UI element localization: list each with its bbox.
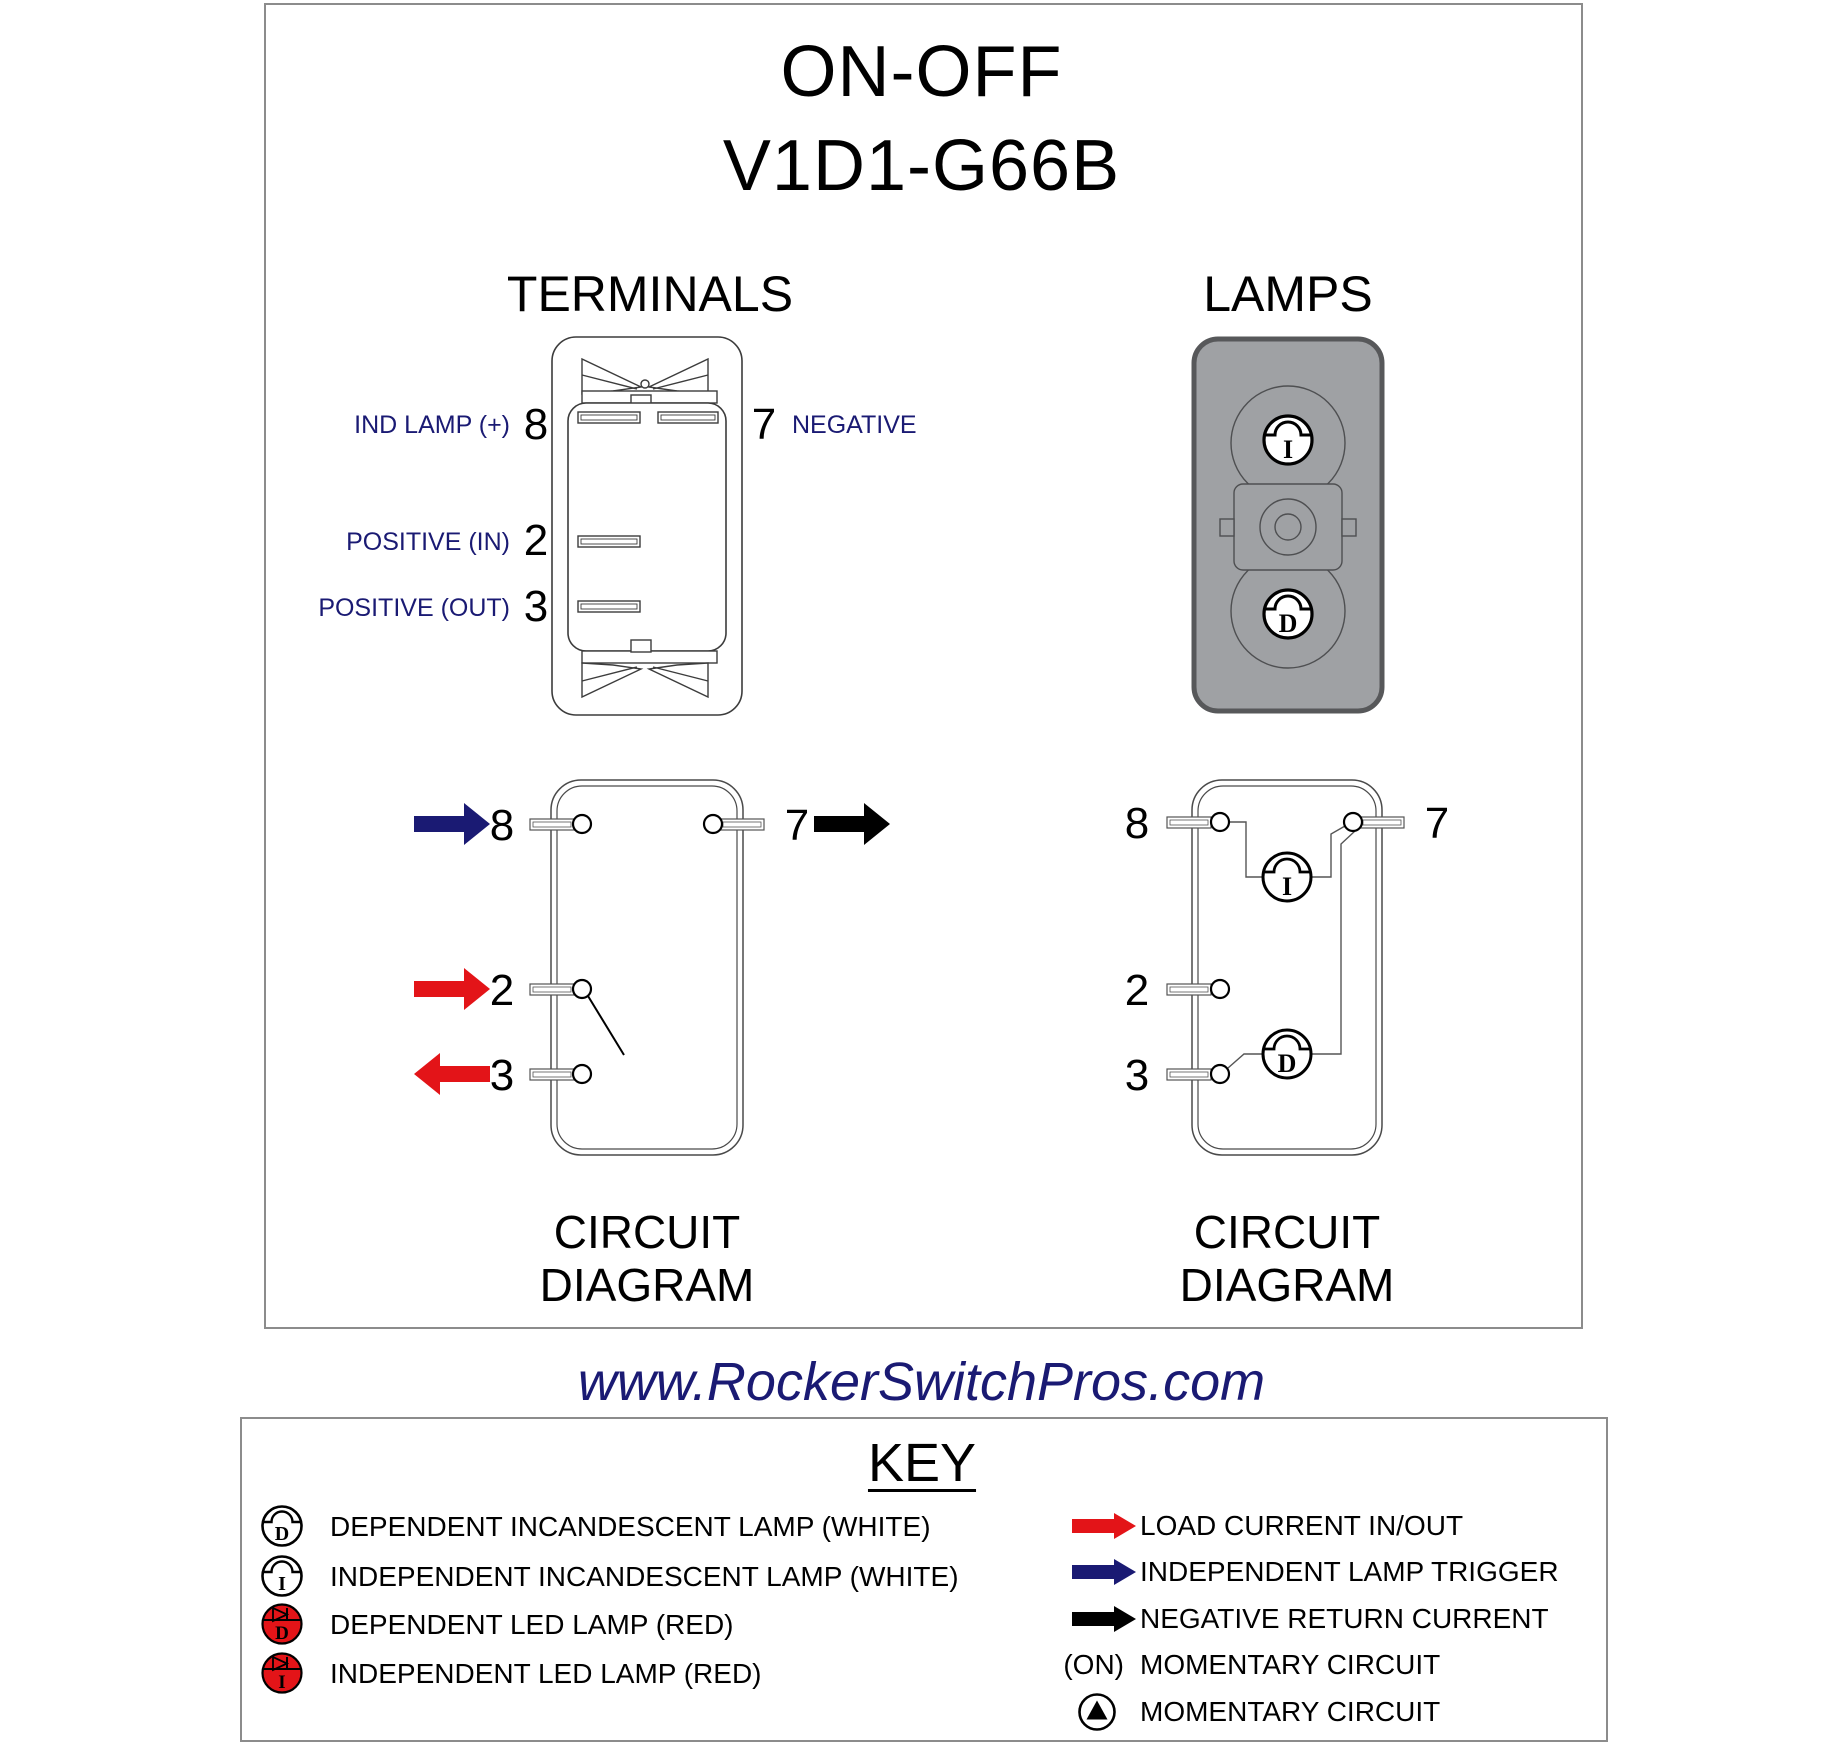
contact-8: [1211, 813, 1229, 831]
circuit-diagram-caption-right: [1037, 1206, 1537, 1312]
caption-line2: DIAGRAM: [1179, 1259, 1395, 1311]
contact-2: [573, 980, 591, 998]
circuit-box-outer: [1192, 780, 1382, 1155]
terminal-8-number: 8: [523, 400, 549, 449]
key-label-dependent-incandescent: DEPENDENT INCANDESCENT LAMP (WHITE): [330, 1511, 931, 1542]
key-label-momentary-on: MOMENTARY CIRCUIT: [1140, 1649, 1441, 1680]
independent-led-lamp-icon: [260, 1651, 304, 1695]
load-current-arrow-icon: [1072, 1513, 1136, 1539]
terminals-heading: TERMINALS: [506, 266, 794, 322]
independent-lamp-trigger-arrow-icon: [414, 803, 490, 845]
key-heading-text: KEY: [867, 1433, 977, 1493]
independent-lamp-icon: [1264, 416, 1312, 464]
terminal-8-label: IND LAMP (+): [354, 411, 510, 439]
pivot-left-tab: [1220, 519, 1234, 536]
dependent-lamp-letter: D: [1278, 609, 1298, 638]
momentary-on-text: (ON): [1063, 1649, 1124, 1680]
dependent-led-lamp-icon: [260, 1602, 304, 1646]
key-heading: [240, 1432, 1604, 1494]
independent-lamp-letter: I: [1281, 872, 1293, 901]
dependent-lamp-icon: [1263, 1030, 1311, 1078]
load-current-out-arrow-icon: [414, 1053, 490, 1095]
key-label-load-current: LOAD CURRENT IN/OUT: [1140, 1510, 1464, 1541]
bottom-bezel-bar: [582, 651, 717, 663]
independent-incandescent-lamp-icon: [260, 1554, 304, 1598]
contact-7: [1344, 813, 1362, 831]
terminal-3-label: POSITIVE (OUT): [318, 594, 510, 622]
lamp-letter: D: [275, 1623, 289, 1644]
contact-2: [1211, 980, 1229, 998]
independent-lamp-icon: [1263, 853, 1311, 901]
bottom-center-tab: [631, 640, 651, 652]
lamp-letter: I: [278, 1573, 286, 1595]
circuit-right-number-7: 7: [1424, 799, 1450, 848]
terminal-7-label: NEGATIVE: [792, 411, 917, 439]
terminal-7-number: 7: [751, 400, 777, 449]
terminal-2-number: 2: [523, 516, 549, 565]
key-label-negative-return: NEGATIVE RETURN CURRENT: [1140, 1603, 1549, 1634]
terminal-3-number: 3: [523, 582, 549, 631]
load-current-in-arrow-icon: [414, 968, 490, 1010]
circuit-right-number-8: 8: [1124, 799, 1150, 848]
circuit-diagram-caption-left: [397, 1206, 897, 1312]
dependent-lamp-letter: D: [1277, 1049, 1297, 1078]
independent-lamp-letter: I: [1282, 435, 1294, 464]
terminals-switch-drawing: [545, 333, 745, 723]
circuit-box-outer: [551, 780, 743, 1155]
circuit-left-number-8: 8: [489, 801, 515, 850]
key-label-independent-incandescent: INDEPENDENT INCANDESCENT LAMP (WHITE): [330, 1561, 959, 1592]
caption-line1: CIRCUIT: [1193, 1206, 1381, 1258]
page-title-line2: V1D1-G66B: [722, 126, 1121, 206]
contact-3: [1211, 1065, 1229, 1083]
key-label-independent-led: INDEPENDENT LED LAMP (RED): [330, 1658, 762, 1689]
contact-3: [573, 1065, 591, 1083]
website-link[interactable]: www.RockerSwitchPros.com: [577, 1352, 1266, 1412]
terminals-circuit-diagram: [390, 772, 910, 1172]
dependent-incandescent-lamp-icon: [260, 1504, 304, 1548]
rocker-pivot-square: [1234, 484, 1342, 570]
key-label-momentary-triangle: MOMENTARY CIRCUIT: [1140, 1696, 1441, 1727]
circuit-left-number-2: 2: [489, 966, 515, 1015]
contact-7: [704, 815, 722, 833]
lamps-panel-drawing: [1190, 333, 1390, 723]
contact-8: [573, 815, 591, 833]
caption-line2: DIAGRAM: [539, 1259, 755, 1311]
lamps-heading: LAMPS: [1203, 266, 1373, 322]
negative-return-arrow-icon: [1072, 1606, 1136, 1632]
circuit-right-number-2: 2: [1124, 966, 1150, 1015]
lamp-letter: D: [274, 1523, 290, 1545]
switch-inner-body: [568, 403, 726, 651]
pivot-right-tab: [1342, 519, 1356, 536]
circuit-left-number-7: 7: [784, 801, 810, 850]
caption-line1: CIRCUIT: [553, 1206, 741, 1258]
lamp-letter: I: [278, 1672, 286, 1693]
independent-lamp-trigger-arrow-icon: [1072, 1559, 1136, 1585]
page-title-line1: ON-OFF: [780, 32, 1063, 112]
negative-return-arrow-icon: [814, 803, 890, 845]
lamps-circuit-diagram: [1060, 772, 1580, 1172]
circuit-left-number-3: 3: [489, 1051, 515, 1100]
momentary-triangle-icon: [1077, 1692, 1117, 1732]
key-label-independent-lamp-trigger: INDEPENDENT LAMP TRIGGER: [1140, 1556, 1559, 1587]
circuit-right-number-3: 3: [1124, 1051, 1150, 1100]
terminal-2-label: POSITIVE (IN): [346, 528, 510, 556]
dependent-lamp-icon: [1264, 590, 1312, 638]
key-label-dependent-led: DEPENDENT LED LAMP (RED): [330, 1609, 734, 1640]
